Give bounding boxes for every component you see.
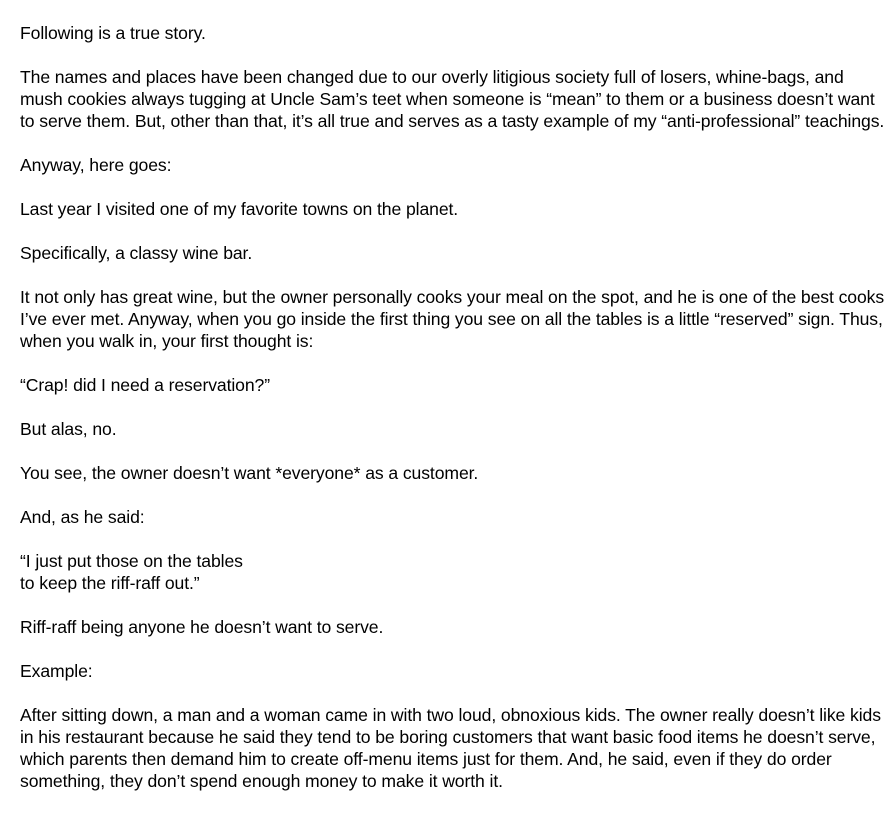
paragraph-as-he-said: And, as he said:	[20, 507, 145, 527]
paragraph-owner: It not only has great wine, but the owner personally cooks your meal on the spot, and he is one of the best cooks I’ve ever met. Anyway, when you go inside the first thing you see on all the tables is a little “reserved” sign. Thus, when you walk in, your first thought is:	[20, 287, 885, 351]
paragraph-here-goes: Anyway, here goes:	[20, 155, 172, 175]
paragraph-visit: Last year I visited one of my favorite towns on the planet.	[20, 199, 459, 219]
paragraph-customer: You see, the owner doesn’t want *everyone* as a customer.	[20, 463, 479, 483]
paragraph-alas: But alas, no.	[20, 419, 117, 439]
paragraph-wine-bar: Specifically, a classy wine bar.	[20, 243, 253, 263]
paragraph-riff-raff: Riff-raff being anyone he doesn’t want to serve.	[20, 617, 384, 637]
paragraph-intro: Following is a true story.	[20, 23, 206, 43]
paragraph-disclaimer: The names and places have been changed due to our overly litigious society full of losers, whine-bags, and mush cookies always tugging at Uncle Sam’s teet when someone is “mean” to them or a business doesn’t want to serve them. But, other than that, it’s all true and serves as a tasty example of my “anti-professional” teachings.	[20, 67, 885, 131]
paragraph-quote-reservation: “Crap! did I need a reservation?”	[20, 375, 270, 395]
paragraph-example: Example:	[20, 661, 93, 681]
paragraph-story: After sitting down, a man and a woman came in with two loud, obnoxious kids. The owner really doesn’t like kids in his restaurant because he said they tend to be boring customers that want basic food items he doesn’t serve, which parents then demand him to create off-menu items just for them. And, he said, even if they do order something, they don’t spend enough money to make it worth it.	[20, 705, 881, 791]
paragraph-quote-riff-raff: “I just put those on the tables to keep the riff-raff out.”	[20, 551, 243, 593]
